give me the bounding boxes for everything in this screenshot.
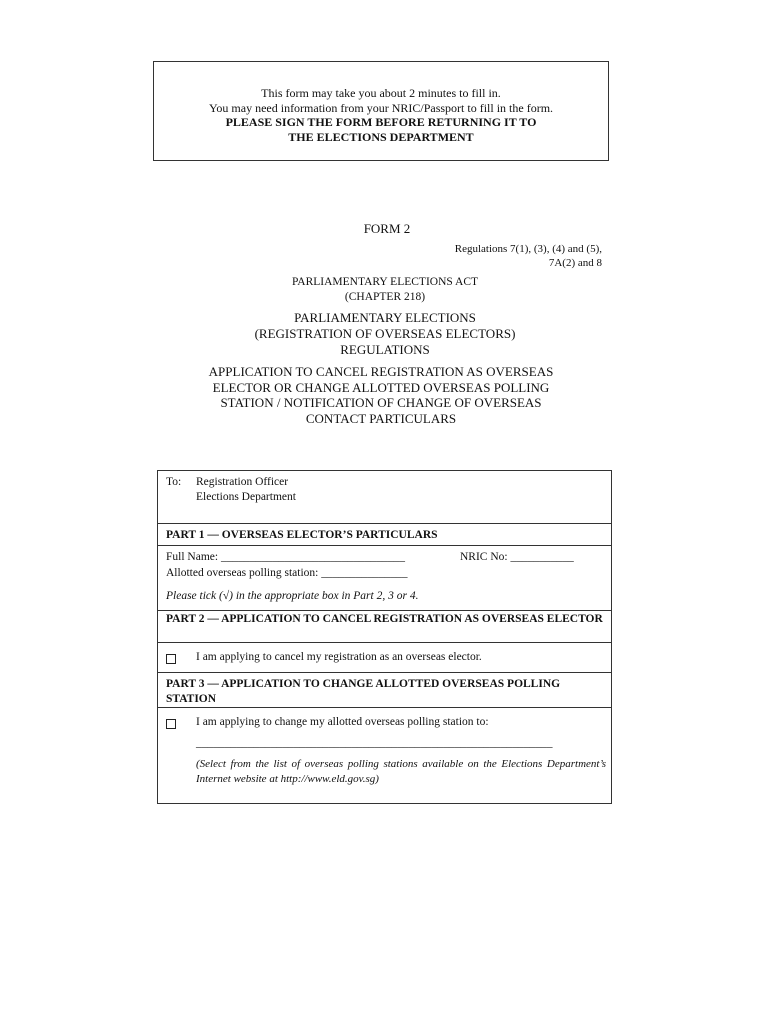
part2-heading-section xyxy=(158,611,611,643)
full-name-field[interactable]: Full Name: ________________________________ xyxy=(166,551,405,563)
notice-line-2: You may need information from your NRIC/Passport to fill in the form. xyxy=(208,100,554,115)
act-title xyxy=(0,275,770,304)
regulations-title xyxy=(0,310,770,358)
cancel-registration-label: I am applying to cancel my registration as an overseas elector. xyxy=(196,651,482,663)
act-title-line-2: (CHAPTER 218) xyxy=(344,290,426,303)
application-title: APPLICATION TO CANCEL REGISTRATION AS OVERSEAS ELECTOR OR CHANGE ALLOTTED OVERSEAS POLLING STATION / NOTIFICATION OF CHANGE OF OVERSEAS CONTACT PARTICULARS xyxy=(208,364,554,426)
form-table xyxy=(157,470,612,804)
regulations-title-line-2: (REGISTRATION OF OVERSEAS ELECTORS) xyxy=(254,326,516,341)
notice-line-3: PLEASE SIGN THE FORM BEFORE RETURNING IT TO xyxy=(225,115,537,129)
regulations-title-line-3: REGULATIONS xyxy=(340,342,430,357)
part3-heading-section xyxy=(158,673,611,708)
act-title-line-1: PARLIAMENTARY ELECTIONS ACT xyxy=(291,276,479,288)
form-title: FORM 2 xyxy=(363,221,411,236)
addressee-line-1: Registration Officer xyxy=(196,476,289,488)
regulations-reference-line-2: 7A(2) and 8 xyxy=(548,257,602,269)
to-label: To: xyxy=(166,476,182,488)
new-polling-station-field[interactable]: ______________________________________________________________ xyxy=(196,737,553,749)
part2-heading: PART 2 — APPLICATION TO CANCEL REGISTRATION AS OVERSEAS ELECTOR xyxy=(166,613,603,625)
addressee-section xyxy=(158,471,611,524)
cancel-registration-checkbox[interactable] xyxy=(166,654,176,664)
tick-instruction: Please tick (√) in the appropriate box in Part 2, 3 or 4. xyxy=(166,590,419,602)
addressee-line-2: Elections Department xyxy=(196,491,296,503)
part1-heading-section xyxy=(158,524,611,546)
part2-option-section xyxy=(158,643,611,673)
polling-station-note: (Select from the list of overseas polling stations available on the Elections Department’s Internet website at http://www.eld.gov.sg) xyxy=(196,758,606,785)
regulations-reference xyxy=(455,242,602,270)
nric-field[interactable]: NRIC No: ___________ xyxy=(460,551,574,563)
part3-option-section xyxy=(158,708,611,803)
regulations-title-line-1: PARLIAMENTARY ELECTIONS xyxy=(294,310,476,325)
notice-line-4: THE ELECTIONS DEPARTMENT xyxy=(288,129,474,144)
change-polling-station-label: I am applying to change my allotted overseas polling station to: xyxy=(196,716,489,728)
change-polling-station-checkbox[interactable] xyxy=(166,719,176,729)
notice-line-1: This form may take you about 2 minutes to fill in. xyxy=(261,86,501,100)
regulations-reference-line-1: Regulations 7(1), (3), (4) and (5), xyxy=(454,243,602,255)
part1-heading: PART 1 — OVERSEAS ELECTOR’S PARTICULARS xyxy=(166,529,438,541)
part3-heading: PART 3 — APPLICATION TO CHANGE ALLOTTED OVERSEAS POLLING STATION xyxy=(166,678,561,705)
polling-station-field[interactable]: Allotted overseas polling station: _______________ xyxy=(166,567,408,579)
part1-fields-section xyxy=(158,546,611,611)
notice-box xyxy=(153,61,609,161)
